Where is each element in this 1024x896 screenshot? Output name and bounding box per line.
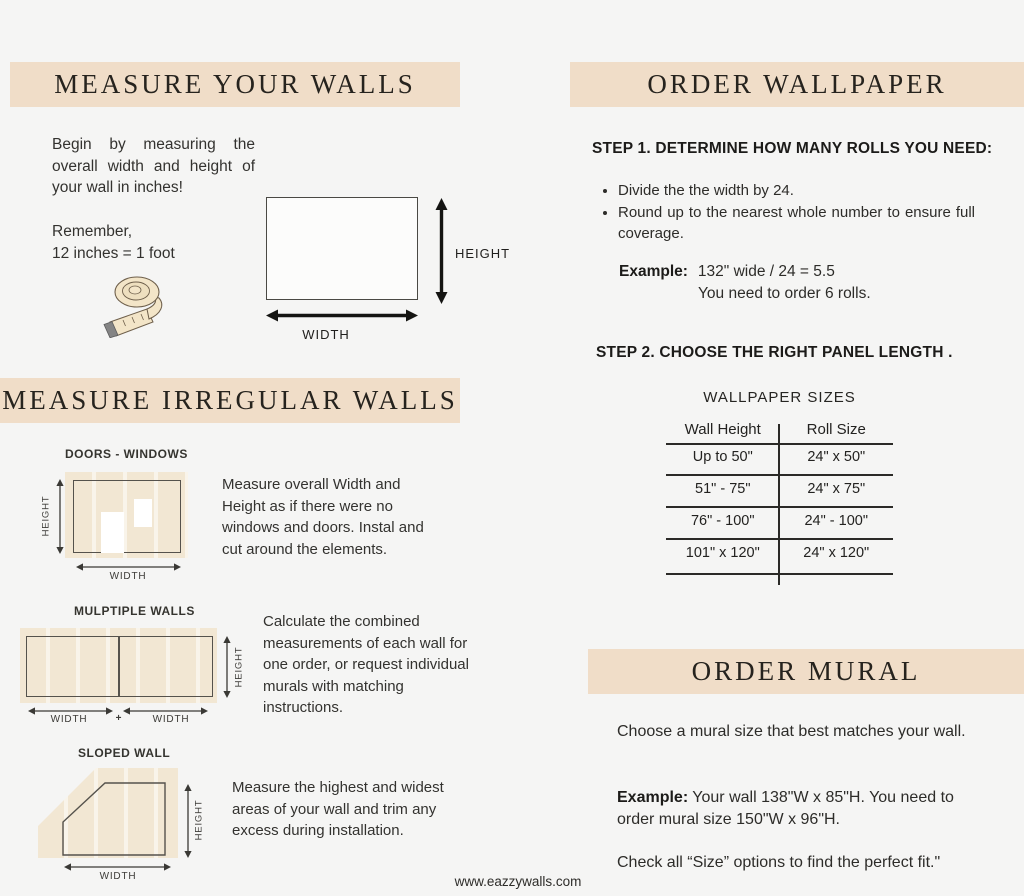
width-label: WIDTH <box>302 327 350 342</box>
measure-your-walls-title: MEASURE YOUR WALLS <box>54 69 416 99</box>
website-url: www.eazzywalls.com <box>454 874 582 889</box>
cell-wall-height: 76" - 100" <box>690 513 755 529</box>
doors-windows-label: DOORS - WINDOWS <box>65 447 188 461</box>
sloped-wall-width-label: WIDTH <box>99 871 137 882</box>
multiple-walls-label: MULPTIPLE WALLS <box>74 604 195 618</box>
height-arrow <box>434 198 449 304</box>
multiple-walls-height-arrow <box>222 636 232 698</box>
wallpaper-sizes-title: WALLPAPER SIZES <box>703 389 856 406</box>
sloped-wall-height-label: HEIGHT <box>193 799 205 841</box>
window-shape <box>134 499 152 527</box>
remember-line-2: 12 inches = 1 foot <box>52 244 175 262</box>
doors-windows-text: Measure overall Width and Height as if there were no windows and doors. Instal and cut around the elements. <box>222 476 424 558</box>
doors-windows-height-label: HEIGHT <box>40 495 52 537</box>
cell-roll-size: 24" x 120" <box>803 545 870 561</box>
col-wall-height: Wall Height <box>684 421 761 438</box>
sloped-wall-text: Measure the highest and widest areas of your wall and trim any excess during installation. <box>232 779 444 839</box>
measure-intro-text: Begin by measuring the overall width and height of your wall in inches! <box>52 136 255 196</box>
table-divider <box>778 424 780 585</box>
sloped-wall-label: SLOPED WALL <box>78 746 171 760</box>
doors-windows-width-label: WIDTH <box>109 571 147 582</box>
doors-windows-height-arrow <box>55 479 65 554</box>
width-arrow <box>266 308 418 323</box>
mural-example <box>617 787 973 831</box>
multiple-walls-width-label-right: WIDTH <box>152 714 190 725</box>
cell-roll-size: 24" - 100" <box>804 513 868 529</box>
wallpaper-sizes-table <box>666 418 893 590</box>
sloped-wall-outline <box>36 766 166 862</box>
multiple-walls-height-label: HEIGHT <box>233 646 245 688</box>
step1-example <box>619 263 835 281</box>
multiple-walls-divider <box>118 636 120 697</box>
mural-example-label: Example: <box>617 789 689 806</box>
cell-roll-size: 24" x 75" <box>807 481 866 497</box>
wall-diagram <box>266 197 418 300</box>
mural-note: Check all “Size” options to find the perfect fit." <box>617 854 941 871</box>
cell-wall-height: Up to 50" <box>692 449 753 465</box>
remember-text <box>52 221 175 264</box>
header-order-mural <box>588 649 1024 694</box>
bullet-divide-width: • Divide the the width by 24. <box>618 180 975 202</box>
step1-example-result: You need to order 6 rolls. <box>698 285 871 302</box>
sloped-wall-height-arrow <box>183 784 193 858</box>
step1-title: STEP 1. DETERMINE HOW MANY ROLLS YOU NEED: <box>592 140 993 157</box>
cell-wall-height: 101" x 120" <box>685 545 760 561</box>
bullet-round-up: • Round up to the nearest whole number to ensure full coverage. <box>618 202 975 245</box>
example-label: Example: <box>619 263 688 280</box>
step1-bullets <box>601 180 975 245</box>
measure-irregular-walls-title: MEASURE IRREGULAR WALLS <box>2 385 458 415</box>
door-shape <box>101 512 124 553</box>
doors-windows-wall-outline <box>73 480 181 553</box>
cell-roll-size: 24" x 50" <box>807 449 866 465</box>
height-label: HEIGHT <box>455 246 511 261</box>
header-measure-irregular-walls <box>0 378 460 423</box>
tape-measure-icon <box>93 272 185 338</box>
cell-wall-height: 51" - 75" <box>695 481 751 497</box>
header-order-wallpaper <box>570 62 1024 107</box>
mural-example-text: Your wall 138"W x 85"H. You need to order mural size 150"W x 96"H. <box>617 789 954 828</box>
col-roll-size: Roll Size <box>806 421 866 438</box>
step2-title: STEP 2. CHOOSE THE RIGHT PANEL LENGTH . <box>596 344 953 361</box>
order-wallpaper-title: ORDER WALLPAPER <box>647 69 947 99</box>
order-mural-title: ORDER MURAL <box>691 656 921 686</box>
mural-intro-text: Choose a mural size that best matches your wall. <box>617 723 966 740</box>
remember-line-1: Remember, <box>52 223 133 240</box>
header-measure-your-walls <box>10 62 460 107</box>
multiple-walls-text: Calculate the combined measurements of each wall for one order, or request individual murals with matching instructions. <box>263 613 469 716</box>
multiple-walls-plus: + <box>115 713 123 724</box>
example-value: 132" wide / 24 = 5.5 <box>697 263 835 280</box>
multiple-walls-width-label-left: WIDTH <box>50 714 88 725</box>
